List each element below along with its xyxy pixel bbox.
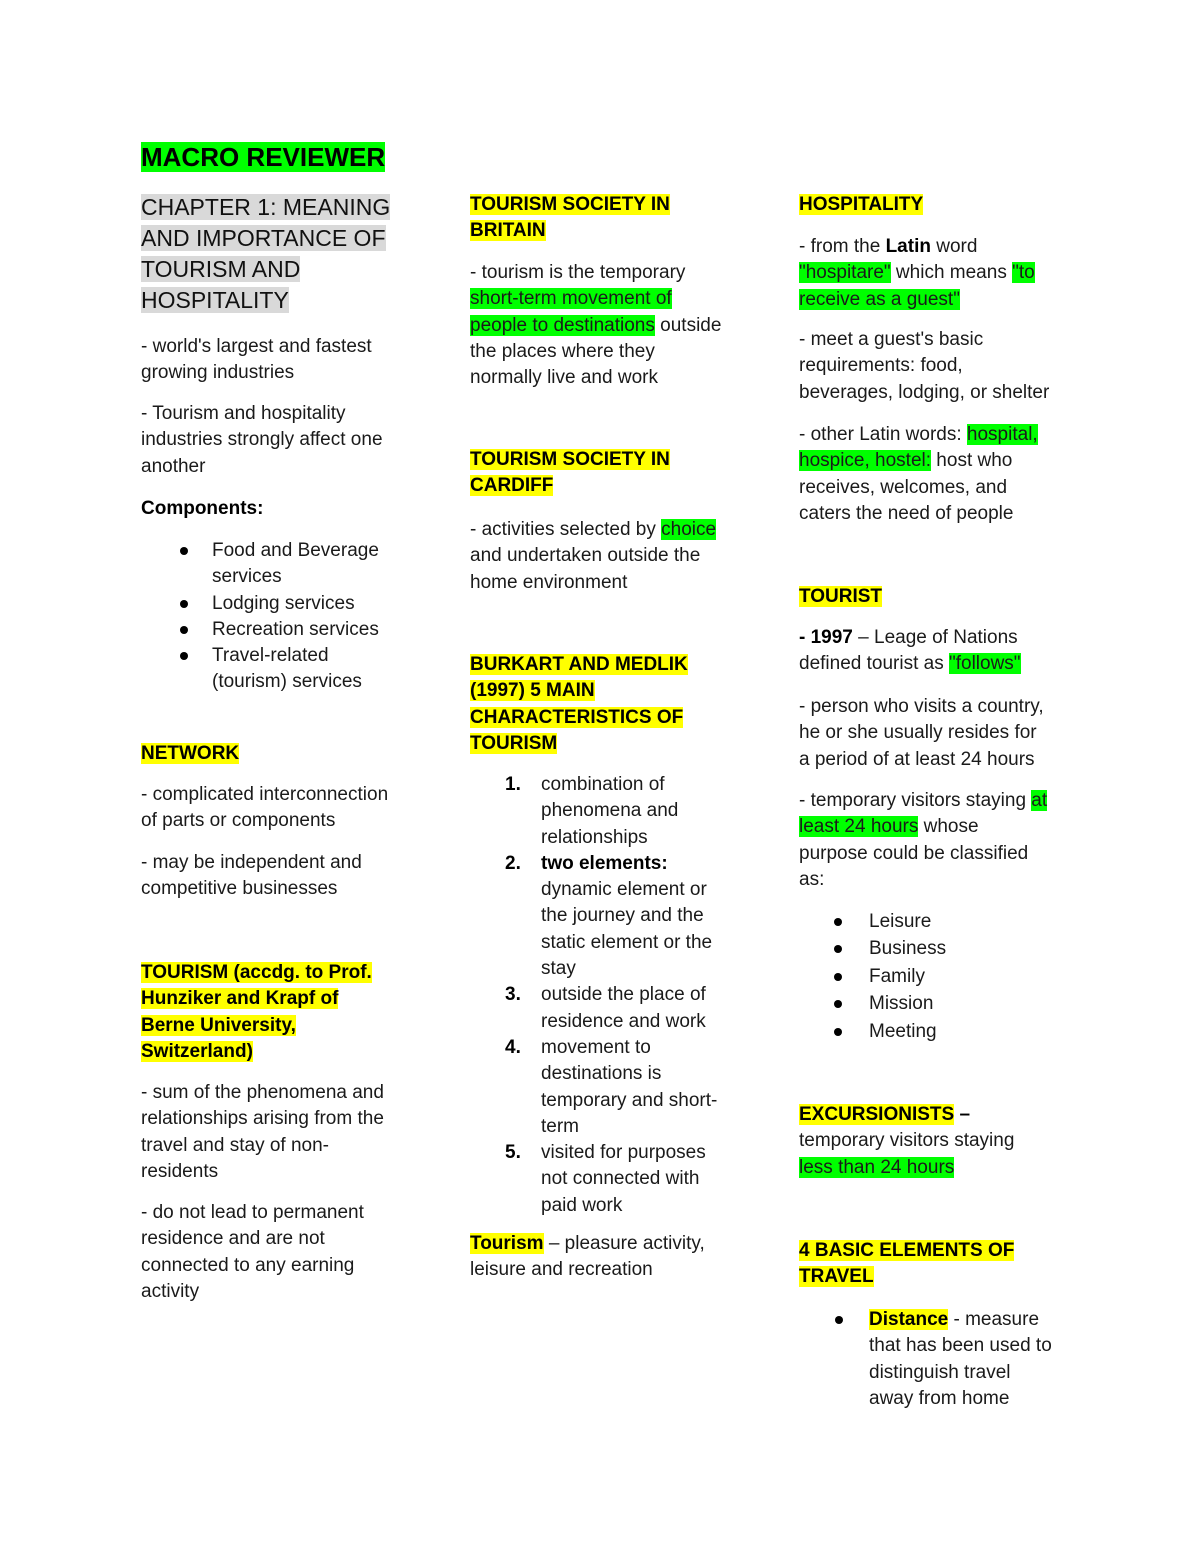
paragraph	[799, 694, 1099, 773]
paragraph	[141, 782, 441, 835]
tourist-heading	[799, 584, 1099, 610]
highlighted-text: HOSPITALITY	[799, 194, 924, 215]
highlighted-text: less than 24 hours	[799, 1156, 955, 1178]
text: outside the places where they normally live and work	[470, 314, 722, 389]
text: - measure that has been used to distinguish travel away from home	[869, 1309, 1052, 1409]
paragraph	[141, 850, 441, 903]
text: combination of phenomena and relationships	[541, 774, 679, 848]
paragraph	[470, 517, 770, 596]
text: – pleasure activity, leisure and recreation	[470, 1233, 705, 1281]
list-item	[799, 936, 1099, 962]
text: - activities selected by	[470, 519, 662, 540]
highlighted-text: choice	[661, 519, 717, 540]
highlighted-text: BURKART AND MEDLIK (1997) 5 MAIN CHARACTERISTICS OF TOURISM	[470, 654, 688, 754]
text: Meeting	[869, 1020, 937, 1042]
highlighted-text: EXCURSIONISTS	[799, 1104, 955, 1125]
purpose-list	[799, 909, 1099, 1046]
paragraph	[799, 422, 1099, 527]
list-item	[141, 617, 441, 643]
bullet-icon	[834, 918, 842, 926]
components-list	[141, 538, 441, 696]
highlighted-text: "hospitare"	[799, 262, 891, 284]
highlighted-text: "to receive as a guest"	[799, 262, 1035, 310]
highlighted-text: CHAPTER 1: MEANING AND IMPORTANCE OF TOURISM AND HOSPITALITY	[141, 194, 391, 313]
bold-text: - 1997	[799, 627, 853, 648]
highlighted-text: TOURIST	[799, 586, 883, 607]
title	[141, 141, 441, 173]
list-item	[470, 772, 770, 851]
paragraph	[141, 401, 441, 480]
highlighted-text: NETWORK	[141, 743, 240, 764]
highlighted-text: "follows"	[948, 653, 1021, 675]
text: Travel-related (tourism) services	[212, 645, 362, 693]
highlighted-text: TOURISM SOCIETY IN BRITAIN	[470, 194, 670, 242]
components-label	[141, 496, 441, 522]
paragraph	[141, 1200, 441, 1305]
list-item	[470, 1035, 770, 1140]
text: - other Latin words:	[799, 424, 967, 445]
bullet-icon	[834, 973, 842, 981]
list-item	[799, 1019, 1099, 1045]
text: Food and Beverage services	[212, 540, 379, 588]
list-item	[799, 909, 1099, 935]
text: whose purpose could be classified as:	[799, 816, 1029, 890]
text: - world's largest and fastest growing industries	[141, 336, 372, 384]
text: Business	[869, 938, 947, 960]
list-number: 2.	[505, 852, 521, 874]
bold-text: two elements:	[541, 852, 668, 874]
britain-heading	[470, 192, 770, 245]
bold-text: –	[954, 1104, 971, 1125]
text: - from the	[799, 236, 886, 257]
list-item	[799, 964, 1099, 990]
text: - sum of the phenomena and relationships arising from the travel and stay of non- residents	[141, 1082, 384, 1182]
text: - complicated interconnection of parts or components	[141, 784, 389, 832]
text: - temporary visitors staying	[799, 790, 1032, 811]
text: dynamic element or the journey and the static element or the stay	[541, 879, 713, 980]
list-item	[799, 991, 1099, 1017]
list-number: 1.	[505, 774, 521, 795]
travel-elements-heading	[799, 1238, 1099, 1291]
text: which means	[890, 262, 1013, 284]
text: word	[936, 236, 978, 257]
text: movement to destinations is temporary and short- term	[541, 1036, 718, 1137]
highlighted-text: Distance	[869, 1309, 949, 1330]
bullet-icon	[180, 547, 188, 555]
text: - do not lead to permanent residence and are not connected to any earning activity	[141, 1202, 364, 1302]
text: visited for purposes not connected with paid work	[541, 1142, 706, 1216]
bullet-icon	[834, 945, 842, 953]
bullet-icon	[834, 1028, 842, 1036]
text: - may be independent and competitive businesses	[141, 852, 362, 900]
chapter-heading	[141, 192, 441, 316]
text: Leisure	[869, 911, 932, 932]
text: - Tourism and hospitality industries strongly affect one another	[141, 403, 383, 477]
list-item	[470, 851, 770, 982]
bold-text: Components:	[141, 498, 264, 519]
bold-text: Latin	[885, 236, 931, 257]
list-item	[470, 982, 770, 1035]
highlighted-text: short-term movement of people to destinations	[470, 288, 672, 336]
text: host who receives, welcomes, and caters the need of people	[799, 450, 1014, 524]
text: Recreation services	[212, 618, 379, 640]
text: Family	[869, 965, 925, 987]
highlighted-text: at least 24 hours	[799, 790, 1048, 838]
text: outside the place of residence and work	[541, 984, 706, 1032]
burkart-medlik-heading	[470, 652, 770, 757]
highlighted-text: MACRO REVIEWER	[141, 142, 386, 172]
text: temporary visitors staying	[799, 1130, 1015, 1152]
list-item	[141, 643, 441, 696]
paragraph	[470, 260, 770, 391]
paragraph	[470, 1231, 770, 1284]
bullet-icon	[180, 600, 188, 608]
hospitality-heading	[799, 192, 1099, 218]
highlighted-text: Tourism	[470, 1233, 544, 1254]
list-item	[141, 591, 441, 617]
characteristics-list	[470, 772, 770, 1219]
bullet-icon	[835, 1316, 843, 1324]
text: – Leage of Nations defined tourist as	[799, 627, 1018, 675]
paragraph	[799, 625, 1099, 678]
highlighted-text: TOURISM SOCIETY IN CARDIFF	[470, 449, 670, 497]
cardiff-heading	[470, 447, 770, 500]
list-number: 5.	[505, 1142, 521, 1164]
highlighted-text: TOURISM (accdg. to Prof. Hunziker and Krapf of Berne University, Switzerland)	[141, 962, 372, 1062]
list-item	[470, 1140, 770, 1219]
list-number: 3.	[505, 984, 521, 1006]
highlighted-text: hospital, hospice, hostel:	[799, 424, 1038, 472]
bullet-icon	[180, 652, 188, 660]
paragraph	[141, 334, 441, 387]
list-item	[141, 538, 441, 591]
text: Lodging services	[212, 592, 355, 614]
paragraph	[799, 327, 1099, 406]
paragraph	[141, 1080, 441, 1185]
tourism-definition-heading	[141, 960, 441, 1065]
paragraph	[799, 788, 1099, 893]
text: - tourism is the temporary	[470, 262, 686, 283]
list-item	[799, 1307, 1099, 1412]
text: Mission	[869, 993, 934, 1015]
text: - person who visits a country, he or she usually resides for a period of at least 24 hours	[799, 696, 1044, 770]
network-heading	[141, 741, 441, 767]
text: - meet a guest's basic requirements: food, beverages, lodging, or shelter	[799, 329, 1050, 403]
paragraph	[799, 234, 1099, 313]
travel-elements-list	[799, 1307, 1099, 1412]
highlighted-text: 4 BASIC ELEMENTS OF TRAVEL	[799, 1240, 1015, 1288]
text: and undertaken outside the home environment	[470, 545, 701, 593]
bullet-icon	[180, 626, 188, 634]
bullet-icon	[834, 1000, 842, 1008]
list-number: 4.	[505, 1036, 521, 1058]
excursionists-paragraph	[799, 1102, 1099, 1181]
